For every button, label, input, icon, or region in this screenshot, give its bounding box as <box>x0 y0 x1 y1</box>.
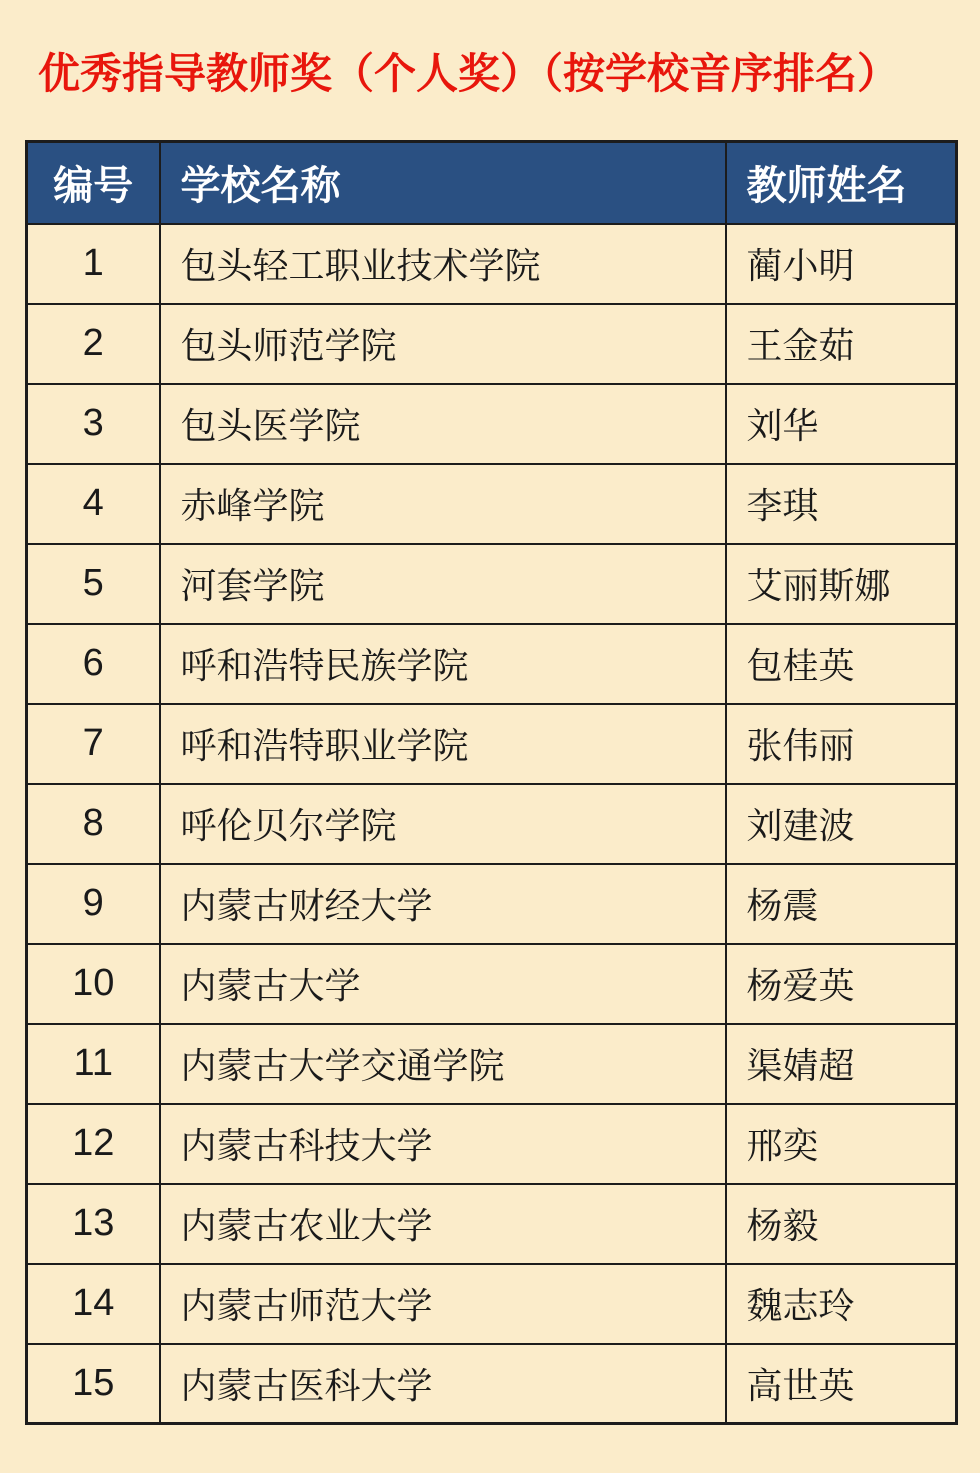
teacher-name: 杨爱英 <box>726 944 957 1024</box>
row-number: 3 <box>27 384 160 464</box>
row-number: 10 <box>27 944 160 1024</box>
table-row <box>27 784 957 864</box>
table-row <box>27 1024 957 1104</box>
school-name: 内蒙古医科大学 <box>160 1344 726 1424</box>
row-number: 8 <box>27 784 160 864</box>
school-name: 呼和浩特职业学院 <box>160 704 726 784</box>
row-number: 4 <box>27 464 160 544</box>
table-row <box>27 1184 957 1264</box>
school-name: 内蒙古农业大学 <box>160 1184 726 1264</box>
table-row <box>27 1344 957 1424</box>
teacher-name: 李琪 <box>726 464 957 544</box>
header-school-name: 学校名称 <box>160 142 726 224</box>
teacher-name: 渠婧超 <box>726 1024 957 1104</box>
awards-table <box>25 140 958 1425</box>
teacher-name: 艾丽斯娜 <box>726 544 957 624</box>
table-row <box>27 224 957 304</box>
row-number: 13 <box>27 1184 160 1264</box>
teacher-name: 蔺小明 <box>726 224 957 304</box>
teacher-name: 张伟丽 <box>726 704 957 784</box>
table-header-row <box>27 142 957 224</box>
table-row <box>27 464 957 544</box>
table-row <box>27 304 957 384</box>
row-number: 2 <box>27 304 160 384</box>
school-name: 内蒙古大学 <box>160 944 726 1024</box>
teacher-name: 高世英 <box>726 1344 957 1424</box>
teacher-name: 王金茹 <box>726 304 957 384</box>
table-row <box>27 864 957 944</box>
row-number: 6 <box>27 624 160 704</box>
row-number: 12 <box>27 1104 160 1184</box>
table-row <box>27 944 957 1024</box>
row-number: 9 <box>27 864 160 944</box>
school-name: 包头医学院 <box>160 384 726 464</box>
school-name: 内蒙古财经大学 <box>160 864 726 944</box>
teacher-name: 杨震 <box>726 864 957 944</box>
school-name: 内蒙古科技大学 <box>160 1104 726 1184</box>
table-row <box>27 544 957 624</box>
row-number: 5 <box>27 544 160 624</box>
teacher-name: 刘华 <box>726 384 957 464</box>
table-row <box>27 1264 957 1344</box>
row-number: 7 <box>27 704 160 784</box>
school-name: 包头师范学院 <box>160 304 726 384</box>
school-name: 包头轻工职业技术学院 <box>160 224 726 304</box>
table-row <box>27 624 957 704</box>
row-number: 11 <box>27 1024 160 1104</box>
teacher-name: 邢奕 <box>726 1104 957 1184</box>
school-name: 呼伦贝尔学院 <box>160 784 726 864</box>
school-name: 河套学院 <box>160 544 726 624</box>
table-row <box>27 384 957 464</box>
teacher-name: 魏志玲 <box>726 1264 957 1344</box>
teacher-name: 刘建波 <box>726 784 957 864</box>
school-name: 赤峰学院 <box>160 464 726 544</box>
school-name: 呼和浩特民族学院 <box>160 624 726 704</box>
teacher-name: 包桂英 <box>726 624 957 704</box>
row-number: 14 <box>27 1264 160 1344</box>
table-row <box>27 704 957 784</box>
header-teacher-name: 教师姓名 <box>726 142 957 224</box>
teacher-name: 杨毅 <box>726 1184 957 1264</box>
row-number: 15 <box>27 1344 160 1424</box>
table-body <box>27 224 957 1424</box>
page-title: 优秀指导教师奖（个人奖）（按学校音序排名） <box>38 50 900 97</box>
table-row <box>27 1104 957 1184</box>
school-name: 内蒙古师范大学 <box>160 1264 726 1344</box>
row-number: 1 <box>27 224 160 304</box>
school-name: 内蒙古大学交通学院 <box>160 1024 726 1104</box>
header-number: 编号 <box>27 142 160 224</box>
